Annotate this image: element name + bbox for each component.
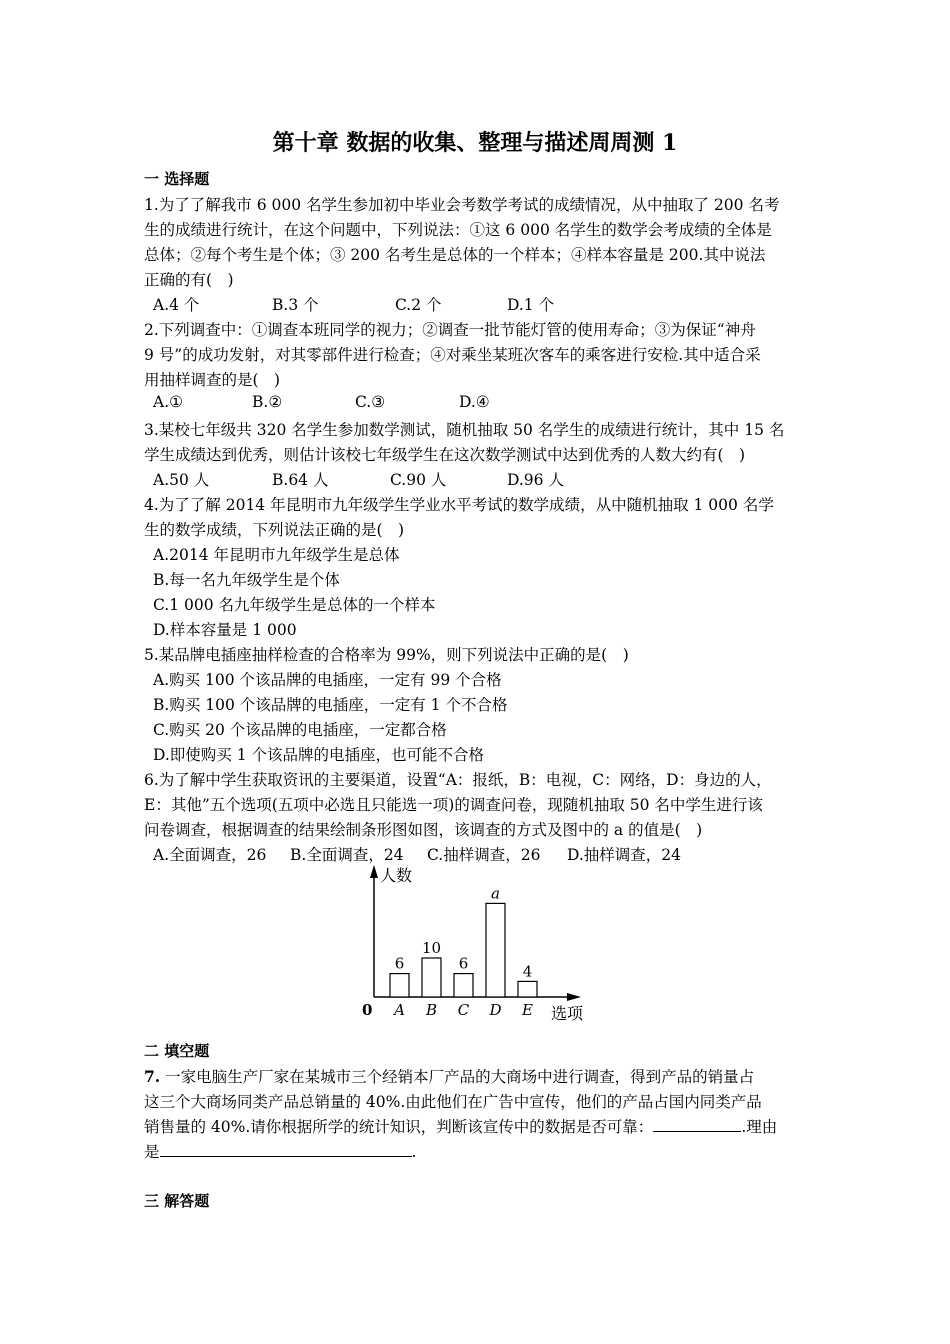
question-6-line-3: 问卷调查，根据调查的结果绘制条形图如图，该调查的方式及图中的 a 的值是( ) xyxy=(144,821,703,839)
bar-value-label-C: 6 xyxy=(458,954,469,973)
question-6-line-1: 6.为了解中学生获取资讯的主要渠道，设置“A：报纸，B：电视，C：网络，D：身边的人， xyxy=(144,771,772,789)
question-4-option-b: B.每一名九年级学生是个体 xyxy=(153,571,340,589)
x-tick-label-A: A xyxy=(394,1001,405,1019)
question-6-option-c: C.抽样调查，26 xyxy=(427,846,541,864)
section-heading-choice: 一 选择题 xyxy=(144,170,210,188)
question-2-line-3: 用抽样调查的是( ) xyxy=(144,371,281,389)
question-3-option-c: C.90 人 xyxy=(390,471,447,489)
question-7-number: 7. xyxy=(144,1067,161,1086)
bar-C xyxy=(454,974,473,997)
question-1-line-1: 1.为了了解我市 6 000 名学生参加初中毕业会考数学考试的成绩情况，从中抽取了 200 名考 xyxy=(144,196,780,214)
question-1-line-4: 正确的有( ) xyxy=(144,271,234,289)
question-1-line-2: 生的成绩进行统计，在这个问题中，下列说法：①这 6 000 名学生的数学会考成绩的全体是 xyxy=(144,221,772,239)
x-axis-arrow-icon xyxy=(567,993,581,1001)
question-2-line-2: 9 号”的成功发射，对其零部件进行检查；④对乘坐某班次客车的乘客进行安检.其中适合采 xyxy=(144,346,761,364)
question-7-end-period: . xyxy=(411,1143,417,1161)
question-2-option-d: D.④ xyxy=(459,393,490,411)
question-5-option-d: D.即使购买 1 个该品牌的电插座，也可能不合格 xyxy=(153,746,485,764)
bar-A xyxy=(390,974,409,997)
x-tick-label-D: D xyxy=(489,1001,502,1019)
x-tick-label-B: B xyxy=(425,1001,438,1019)
question-3-option-a: A.50 人 xyxy=(153,471,210,489)
question-6-line-2: E：其他”五个选项(五项中必选且只能选一项)的调查问卷，现随机抽取 50 名中学生进行该 xyxy=(144,796,763,814)
origin-label: 0 xyxy=(362,1001,373,1019)
bar-B xyxy=(422,958,441,997)
question-4-option-a: A.2014 年昆明市九年级学生是总体 xyxy=(153,546,400,564)
question-7-reason-label: .理由 xyxy=(741,1118,778,1136)
section-heading-fill: 二 填空题 xyxy=(144,1042,210,1060)
question-7-text-4: 是 xyxy=(144,1143,160,1161)
question-7-text-1: 一家电脑生产厂家在某城市三个经销本厂产品的大商场中进行调查，得到产品的销量占 xyxy=(160,1068,755,1086)
question-7-line-2: 这三个大商场同类产品总销量的 40%.由此他们在广告中宣传，他们的产品占国内同类产品 xyxy=(144,1093,762,1111)
question-3-line-2: 学生成绩达到优秀，则估计该校七年级学生在这次数学测试中达到优秀的人数大约有( ) xyxy=(144,446,746,464)
question-3-line-1: 3.某校七年级共 320 名学生参加数学测试，随机抽取 50 名学生的成绩进行统计，其中 15 名 xyxy=(144,421,785,439)
question-1-option-d: D.1 个 xyxy=(507,296,555,314)
bar-value-label-D: a xyxy=(491,884,500,903)
question-6-option-d: D.抽样调查，24 xyxy=(567,846,682,864)
question-1-option-c: C.2 个 xyxy=(395,296,442,314)
question-4-line-1: 4.为了了解 2014 年昆明市九年级学生学业水平考试的数学成绩，从中随机抽取 1 000 名学 xyxy=(144,496,774,514)
question-1-line-3: 总体；②每个考生是个体；③ 200 名考生是总体的一个样本；④样本容量是 200.其中说法 xyxy=(144,246,766,264)
question-7-line-4 xyxy=(144,1140,416,1162)
question-1-option-b: B.3 个 xyxy=(272,296,319,314)
y-axis-arrow-icon xyxy=(370,865,378,878)
bar-value-label-A: 6 xyxy=(394,954,405,973)
question-4-line-2: 生的数学成绩，下列说法正确的是( ) xyxy=(144,521,405,539)
question-3-option-d: D.96 人 xyxy=(507,471,564,489)
x-tick-label-E: E xyxy=(522,1001,533,1019)
bar-chart xyxy=(355,862,595,1027)
y-axis-label: 人数 xyxy=(380,866,413,885)
question-5-option-a: A.购买 100 个该品牌的电插座，一定有 99 个合格 xyxy=(153,671,502,689)
question-2-line-1: 2.下列调查中：①调查本班同学的视力；②调查一批节能灯管的使用寿命；③为保证“神舟 xyxy=(144,321,756,339)
question-2-option-b: B.② xyxy=(252,393,283,411)
answer-blank-reliability[interactable] xyxy=(653,1117,741,1132)
x-tick-label-C: C xyxy=(457,1001,470,1019)
question-1-option-a: A.4 个 xyxy=(153,296,200,314)
page-title: 第十章 数据的收集、整理与描述周周测 1 xyxy=(272,130,678,156)
bar-D xyxy=(486,903,505,997)
question-5-option-c: C.购买 20 个该品牌的电插座，一定都合格 xyxy=(153,721,447,739)
question-5-option-b: B.购买 100 个该品牌的电插座，一定有 1 个不合格 xyxy=(153,696,508,714)
section-heading-answer: 三 解答题 xyxy=(144,1192,210,1210)
question-2-option-a: A.① xyxy=(153,393,184,411)
bar-value-label-B: 10 xyxy=(421,939,442,957)
question-7-text-3: 销售量的 40%.请你根据所学的统计知识，判断该宣传中的数据是否可靠： xyxy=(144,1118,654,1136)
bar-value-label-E: 4 xyxy=(522,962,533,981)
question-6-option-a: A.全面调查，26 xyxy=(153,846,267,864)
question-3-option-b: B.64 人 xyxy=(272,471,329,489)
question-2-option-c: C.③ xyxy=(355,393,386,411)
x-axis-label: 选项 xyxy=(551,1004,584,1023)
bar-E xyxy=(518,981,537,997)
question-7-line-3 xyxy=(144,1115,777,1137)
question-7-line-1 xyxy=(144,1065,754,1087)
question-5-line-1: 5.某品牌电插座抽样检查的合格率为 99%，则下列说法中正确的是( ) xyxy=(144,646,629,664)
question-4-option-d: D.样本容量是 1 000 xyxy=(153,621,297,639)
question-6-option-b: B.全面调查，24 xyxy=(290,846,404,864)
answer-blank-reason[interactable] xyxy=(160,1142,412,1157)
question-4-option-c: C.1 000 名九年级学生是总体的一个样本 xyxy=(153,596,436,614)
